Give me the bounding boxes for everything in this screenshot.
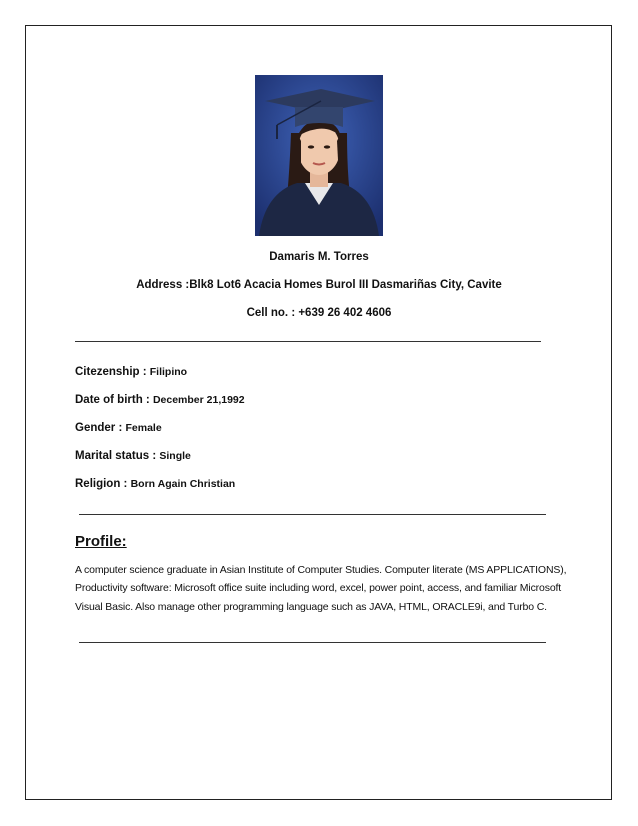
portrait-image	[255, 75, 383, 236]
marital-status-field	[75, 450, 191, 462]
cell-number: Cell no. : +639 26 402 4606	[246, 307, 392, 319]
citizenship-field	[75, 366, 187, 378]
marital-status-label: Marital status :	[75, 450, 160, 462]
gender-value: Female	[125, 422, 162, 434]
gender-label: Gender :	[75, 422, 126, 434]
address-line: Address :Blk8 Lot6 Acacia Homes Burol III Dasmariñas City, Cavite	[136, 279, 502, 291]
dob-label: Date of birth :	[75, 394, 153, 406]
profile-body: A computer science graduate in Asian Institute of Computer Studies. Computer literate (MS APPLICATIONS), Productivity software: Microsoft office suite including word, excel, power point, access, and familiar Microsoft Visual Basic. Also manage other programming language such as JAVA, HTML, ORACLE9i, and Turbo C.	[75, 564, 567, 613]
gender-field	[75, 422, 162, 434]
religion-value: Born Again Christian	[130, 478, 236, 490]
divider-line	[79, 514, 546, 515]
marital-status-value: Single	[159, 450, 191, 462]
profile-heading: Profile:	[75, 533, 127, 550]
applicant-name: Damaris M. Torres	[269, 251, 369, 263]
citizenship-value: Filipino	[149, 366, 188, 378]
graduation-photo	[255, 75, 383, 236]
dob-value: December 21,1992	[152, 394, 245, 406]
citizenship-label: Citezenship :	[75, 366, 150, 378]
divider-line	[75, 341, 541, 342]
dob-field	[75, 394, 245, 406]
religion-field	[75, 478, 235, 490]
divider-line	[79, 642, 546, 643]
religion-label: Religion :	[75, 478, 131, 490]
